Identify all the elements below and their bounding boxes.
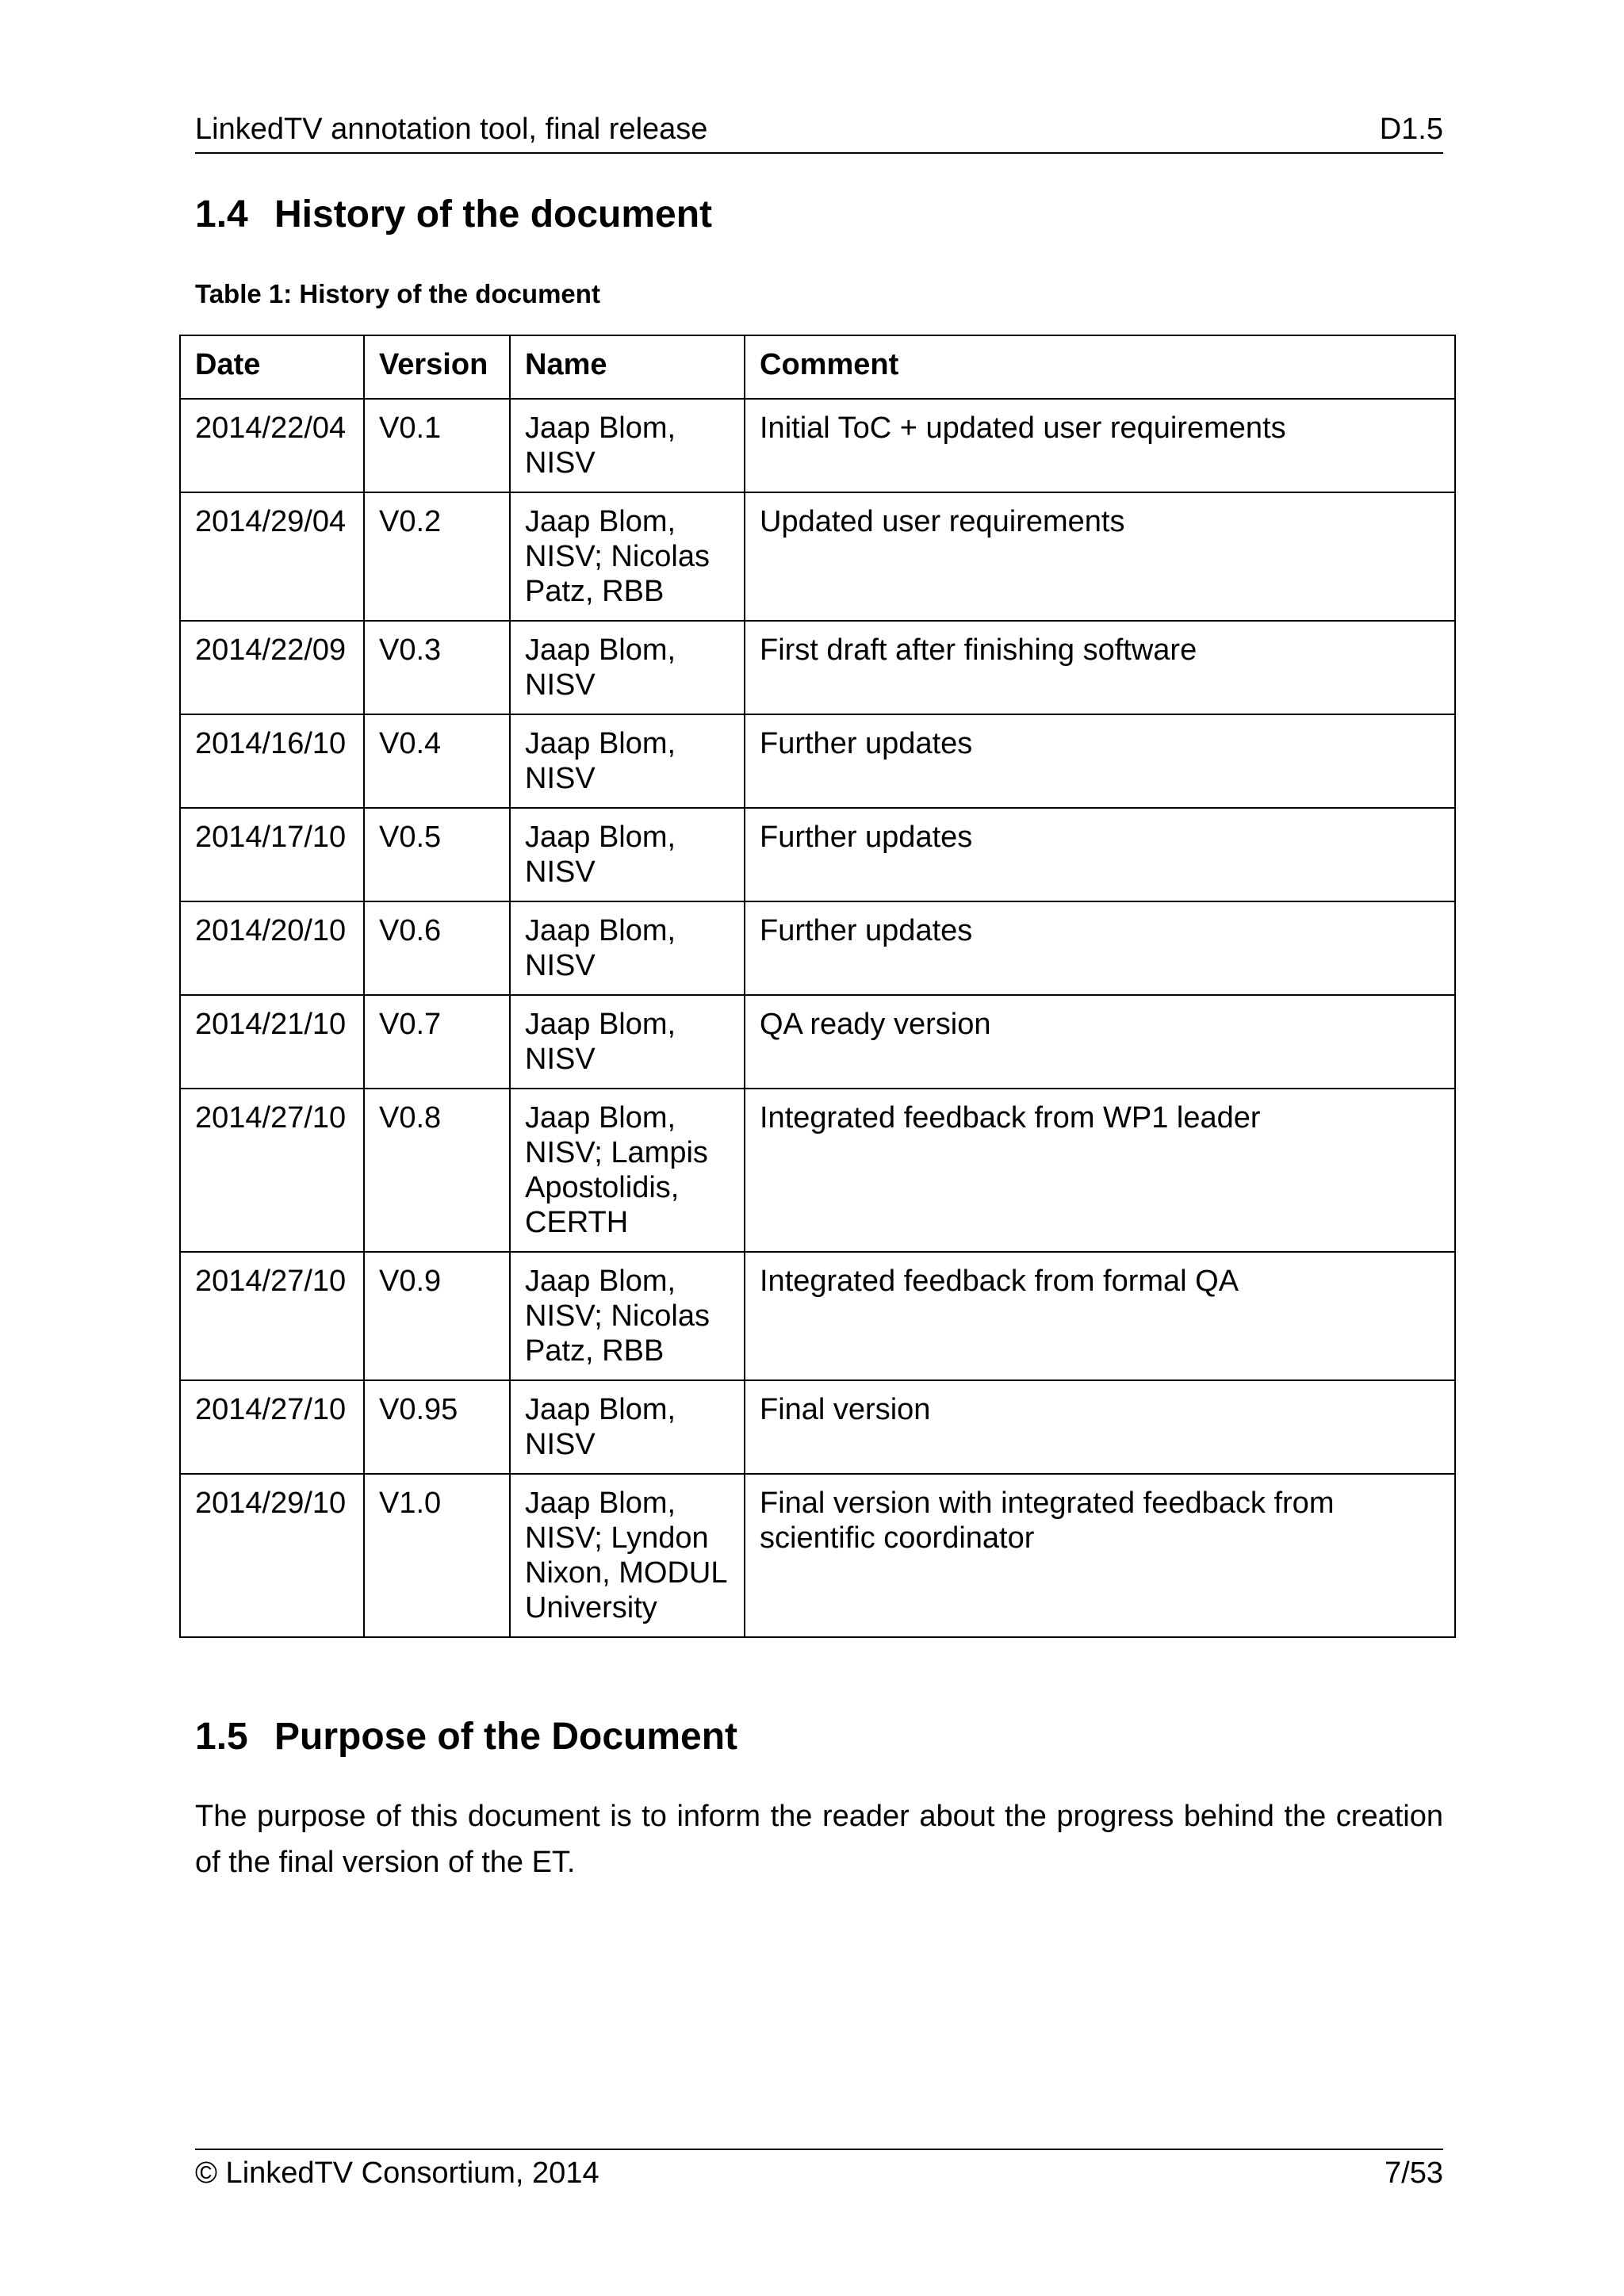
section-title: History of the document [274, 193, 713, 235]
cell-name: Jaap Blom, NISV [510, 714, 745, 808]
table-row [180, 492, 1455, 621]
cell-date: 2014/20/10 [180, 901, 364, 995]
table-row [180, 1089, 1455, 1252]
table-row [180, 621, 1455, 714]
cell-name: Jaap Blom, NISV [510, 995, 745, 1089]
section-heading-purpose [195, 1714, 737, 1760]
cell-version: V0.1 [364, 399, 510, 492]
history-table [179, 335, 1456, 1638]
section-number: 1.5 [195, 1716, 248, 1758]
cell-version: V0.9 [364, 1252, 510, 1380]
table-row [180, 714, 1455, 808]
column-header-comment: Comment [745, 335, 1455, 399]
cell-comment: First draft after finishing software [745, 621, 1455, 714]
table-row [180, 1252, 1455, 1380]
cell-comment: Integrated feedback from WP1 leader [745, 1089, 1455, 1252]
cell-date: 2014/22/09 [180, 621, 364, 714]
cell-name: Jaap Blom, NISV [510, 808, 745, 901]
cell-version: V0.6 [364, 901, 510, 995]
header-doc-id: D1.5 [1379, 113, 1443, 146]
table-row [180, 808, 1455, 901]
table-row [180, 1380, 1455, 1474]
cell-comment: Updated user requirements [745, 492, 1455, 621]
cell-name: Jaap Blom, NISV [510, 901, 745, 995]
table-body [180, 399, 1455, 1637]
column-header-date: Date [180, 335, 364, 399]
cell-version: V0.4 [364, 714, 510, 808]
section-title: Purpose of the Document [274, 1716, 738, 1758]
cell-date: 2014/27/10 [180, 1089, 364, 1252]
header-title: LinkedTV annotation tool, final release [195, 113, 708, 146]
cell-date: 2014/27/10 [180, 1252, 364, 1380]
cell-name: Jaap Blom, NISV; Nicolas Patz, RBB [510, 1252, 745, 1380]
cell-comment: Integrated feedback from formal QA [745, 1252, 1455, 1380]
cell-date: 2014/16/10 [180, 714, 364, 808]
table-caption: Table 1: History of the document [195, 279, 600, 308]
column-header-name: Name [510, 335, 745, 399]
cell-comment: Final version [745, 1380, 1455, 1474]
cell-comment: Further updates [745, 808, 1455, 901]
cell-date: 2014/29/10 [180, 1474, 364, 1637]
table-row [180, 399, 1455, 492]
page-header [195, 111, 1443, 154]
cell-name: Jaap Blom, NISV [510, 399, 745, 492]
cell-version: V0.95 [364, 1380, 510, 1474]
cell-version: V0.7 [364, 995, 510, 1089]
cell-date: 2014/21/10 [180, 995, 364, 1089]
cell-version: V0.5 [364, 808, 510, 901]
table-row [180, 995, 1455, 1089]
cell-comment: Further updates [745, 901, 1455, 995]
section-heading-history [195, 192, 712, 238]
cell-version: V0.8 [364, 1089, 510, 1252]
cell-comment: Further updates [745, 714, 1455, 808]
page-footer [195, 2149, 1443, 2191]
column-header-version: Version [364, 335, 510, 399]
cell-name: Jaap Blom, NISV [510, 621, 745, 714]
table-row [180, 1474, 1455, 1637]
cell-version: V0.2 [364, 492, 510, 621]
section-number: 1.4 [195, 193, 248, 235]
cell-name: Jaap Blom, NISV; Lampis Apostolidis, CERTH [510, 1089, 745, 1252]
cell-comment: QA ready version [745, 995, 1455, 1089]
table-row [180, 901, 1455, 995]
cell-name: Jaap Blom, NISV; Nicolas Patz, RBB [510, 492, 745, 621]
cell-date: 2014/17/10 [180, 808, 364, 901]
cell-name: Jaap Blom, NISV; Lyndon Nixon, MODUL University [510, 1474, 745, 1637]
cell-date: 2014/29/04 [180, 492, 364, 621]
cell-name: Jaap Blom, NISV [510, 1380, 745, 1474]
table-header-row [180, 335, 1455, 399]
cell-version: V0.3 [364, 621, 510, 714]
cell-version: V1.0 [364, 1474, 510, 1637]
cell-date: 2014/22/04 [180, 399, 364, 492]
footer-copyright: © LinkedTV Consortium, 2014 [195, 2156, 599, 2190]
cell-comment: Final version with integrated feedback from scientific coordinator [745, 1474, 1455, 1637]
cell-comment: Initial ToC + updated user requirements [745, 399, 1455, 492]
footer-page-number: 7/53 [1385, 2156, 1443, 2190]
purpose-paragraph: The purpose of this document is to inform the reader about the progress behind the creation of the final version of the ET. [195, 1800, 1443, 1879]
cell-date: 2014/27/10 [180, 1380, 364, 1474]
